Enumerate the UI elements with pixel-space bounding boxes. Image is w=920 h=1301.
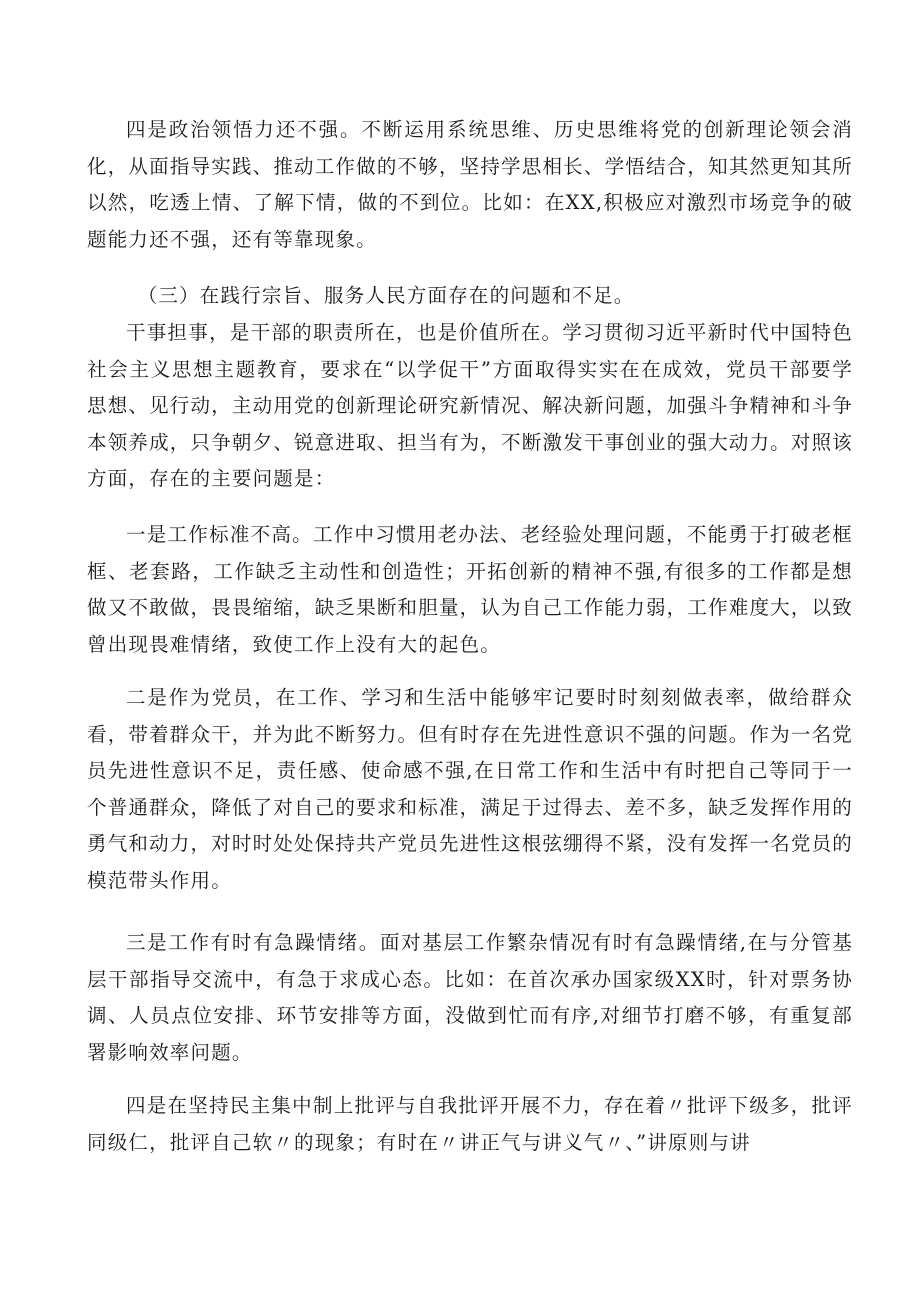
paragraph-criticism: 四是在坚持民主集中制上批评与自我批评开展不力，存在着〃批评下级多，批评同级仁，批评自己软〃的现象；有时在〃讲正气与讲义气〃、”讲原则与讲 bbox=[87, 1094, 853, 1154]
paragraph-section-intro: 干事担事，是干部的职责所在，也是价值所在。学习贯彻习近平新时代中国特色社会主义思想主题教育，要求在“以学促干”方面取得实实在在成效，党员干部要学思想、见行动，主动用党的创新理论研究新情况、解决新问题，加强斗争精神和斗争本领养成，只争朝夕、锐意进取、担当有为，不断激发干事创业的强大动力。对照该方面，存在的主要问题是： bbox=[87, 321, 853, 491]
paragraph-impatience: 三是工作有时有急躁情绪。面对基层工作繁杂情况有时有急躁情绪,在与分管基层干部指导交流中，有急于求成心态。比如：在首次承办国家级XX时，针对票务协调、人员点位安排、环节安排等方面，没做到忙而有序,对细节打磨不够，有重复部署影响效率问题。 bbox=[87, 931, 853, 1064]
section-heading-3: （三）在践行宗旨、服务人民方面存在的问题和不足。 bbox=[137, 284, 635, 307]
paragraph-party-member-role: 二是作为党员，在工作、学习和生活中能够牢记要时时刻刻做表率，做给群众看，带着群众干，并为此不断努力。但有时存在先进性意识不强的问题。作为一名党员先进性意识不足，责任感、使命感不强,在日常工作和生活中有时把自己等同于一个普通群众，降低了对自己的要求和标准，满足于过得去、差不多，缺乏发挥作用的勇气和动力，对时时处处保持共产党员先进性这根弦绷得不紧，没有发挥一名党员的模范带头作用。 bbox=[87, 686, 853, 892]
paragraph-political-understanding: 四是政治领悟力还不强。不断运用系统思维、历史思维将党的创新理论领会消化，从面指导实践、推动工作做的不够，坚持学思相长、学悟结合，知其然更知其所以然，吃透上情、了解下情，做的不到位。比如：在XX,积极应对激烈市场竞争的破题能力还不强，还有等靠现象。 bbox=[87, 118, 853, 251]
paragraph-work-standards: 一是工作标准不高。工作中习惯用老办法、老经验处理问题，不能勇于打破老框框、老套路，工作缺乏主动性和创造性；开拓创新的精神不强,有很多的工作都是想做又不敢做，畏畏缩缩，缺乏果断和胆量，认为自己工作能力弱，工作难度大，以致曾出现畏难情绪，致使工作上没有大的起色。 bbox=[87, 523, 853, 656]
